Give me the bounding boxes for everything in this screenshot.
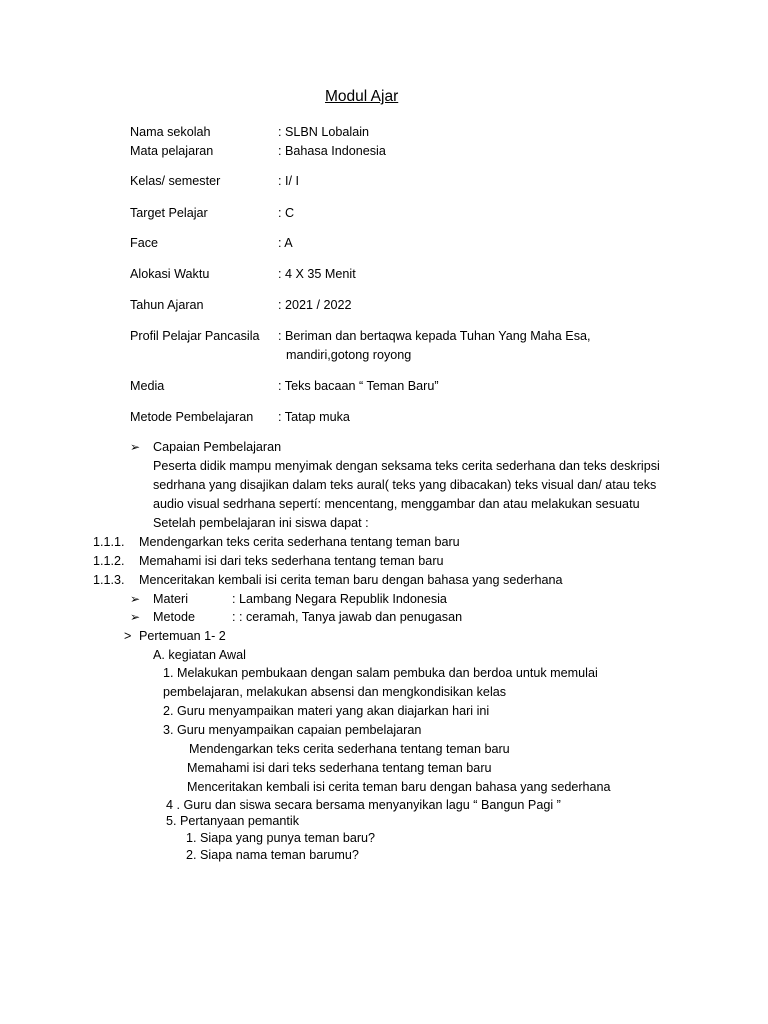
- info-label-media: Media: [130, 379, 165, 393]
- info-label-nama-sekolah: Nama sekolah: [130, 125, 211, 139]
- info-label-face: Face: [130, 236, 158, 250]
- metode-label: Metode: [153, 610, 196, 624]
- arrow-bullet-icon: ➢: [130, 610, 141, 624]
- info-label-profil-pelajar: Profil Pelajar Pancasila: [130, 329, 260, 343]
- step-3-item: Menceritakan kembali isi cerita teman baru dengan bahasa yang sederhana: [187, 780, 611, 794]
- metode-value: : : ceramah, Tanya jawab dan penugasan: [232, 610, 463, 624]
- question-2: 2. Siapa nama teman barumu?: [186, 848, 359, 862]
- info-label-tahun-ajaran: Tahun Ajaran: [130, 298, 204, 312]
- capaian-line-2: sedrhana yang disajikan dalam teks aural( teks yang dibacakan) teks visual dan/ atau teks: [153, 478, 657, 492]
- capaian-heading: Capaian Pembelajaran: [153, 440, 282, 454]
- info-value-mata-pelajaran: : Bahasa Indonesia: [278, 144, 386, 158]
- materi-value: : Lambang Negara Republik Indonesia: [232, 592, 447, 606]
- objective-number: 1.1.3.: [93, 573, 125, 587]
- capaian-line-3: audio visual sedrhana sepertí: mencentang, menggambar dan atau melakukan sesuatu: [153, 497, 640, 511]
- info-value-nama-sekolah: : SLBN Lobalain: [278, 125, 370, 139]
- capaian-line-4: Setelah pembelajaran ini siswa dapat :: [153, 516, 369, 530]
- objective-number: 1.1.2.: [93, 554, 125, 568]
- info-label-mata-pelajaran: Mata pelajaran: [130, 144, 214, 158]
- info-value-tahun-ajaran: : 2021 / 2022: [278, 298, 352, 312]
- step-3-item: Memahami isi dari teks sederhana tentang teman baru: [187, 761, 492, 775]
- info-value-face: : A: [278, 236, 293, 250]
- info-label-target-pelajar: Target Pelajar: [130, 206, 208, 220]
- page-title: Modul Ajar: [325, 88, 399, 105]
- objective-text: Mendengarkan teks cerita sederhana tentang teman baru: [139, 535, 460, 549]
- info-label-alokasi-waktu: Alokasi Waktu: [130, 267, 210, 281]
- step-3-item: Mendengarkan teks cerita sederhana tentang teman baru: [189, 742, 510, 756]
- capaian-line-1: Peserta didik mampu menyimak dengan seksama teks cerita sederhana dan teks deskripsi: [153, 459, 660, 473]
- step-3: 3. Guru menyampaikan capaian pembelajaran: [163, 723, 422, 737]
- info-value-alokasi-waktu: : 4 X 35 Menit: [278, 267, 356, 281]
- arrow-bullet-icon: ➢: [130, 440, 141, 454]
- step-1: 1. Melakukan pembukaan dengan salam pembuka dan berdoa untuk memulai: [163, 666, 598, 680]
- info-value-kelas-semester: : I/ I: [278, 174, 299, 188]
- info-label-kelas-semester: Kelas/ semester: [130, 174, 221, 188]
- step-1-cont: pembelajaran, melakukan absensi dan mengkondisikan kelas: [163, 685, 507, 699]
- info-value-profil-pelajar-cont: mandiri,gotong royong: [286, 348, 412, 362]
- question-1: 1. Siapa yang punya teman baru?: [186, 831, 376, 845]
- objective-number: 1.1.1.: [93, 535, 125, 549]
- step-4: 4 . Guru dan siswa secara bersama menyanyikan lagu “ Bangun Pagi ”: [166, 798, 561, 812]
- objective-text: Menceritakan kembali isi cerita teman baru dengan bahasa yang sederhana: [139, 573, 563, 587]
- step-2: 2. Guru menyampaikan materi yang akan diajarkan hari ini: [163, 704, 490, 718]
- info-value-media: : Teks bacaan “ Teman Baru”: [278, 379, 439, 393]
- info-value-target-pelajar: : C: [278, 206, 295, 220]
- objective-text: Memahami isi dari teks sederhana tentang teman baru: [139, 554, 444, 568]
- pertemuan-label: Pertemuan 1- 2: [139, 629, 226, 643]
- info-value-metode-pembelajaran: : Tatap muka: [278, 410, 350, 424]
- info-value-profil-pelajar: : Beriman dan bertaqwa kepada Tuhan Yang Maha Esa,: [278, 329, 591, 343]
- step-5: 5. Pertanyaan pemantik: [166, 814, 300, 828]
- materi-label: Materi: [153, 592, 188, 606]
- arrow-bullet-icon: ➢: [130, 592, 141, 606]
- info-label-metode-pembelajaran: Metode Pembelajaran: [130, 410, 254, 424]
- kegiatan-awal-heading: A. kegiatan Awal: [153, 648, 246, 662]
- pertemuan-marker: >: [124, 629, 132, 643]
